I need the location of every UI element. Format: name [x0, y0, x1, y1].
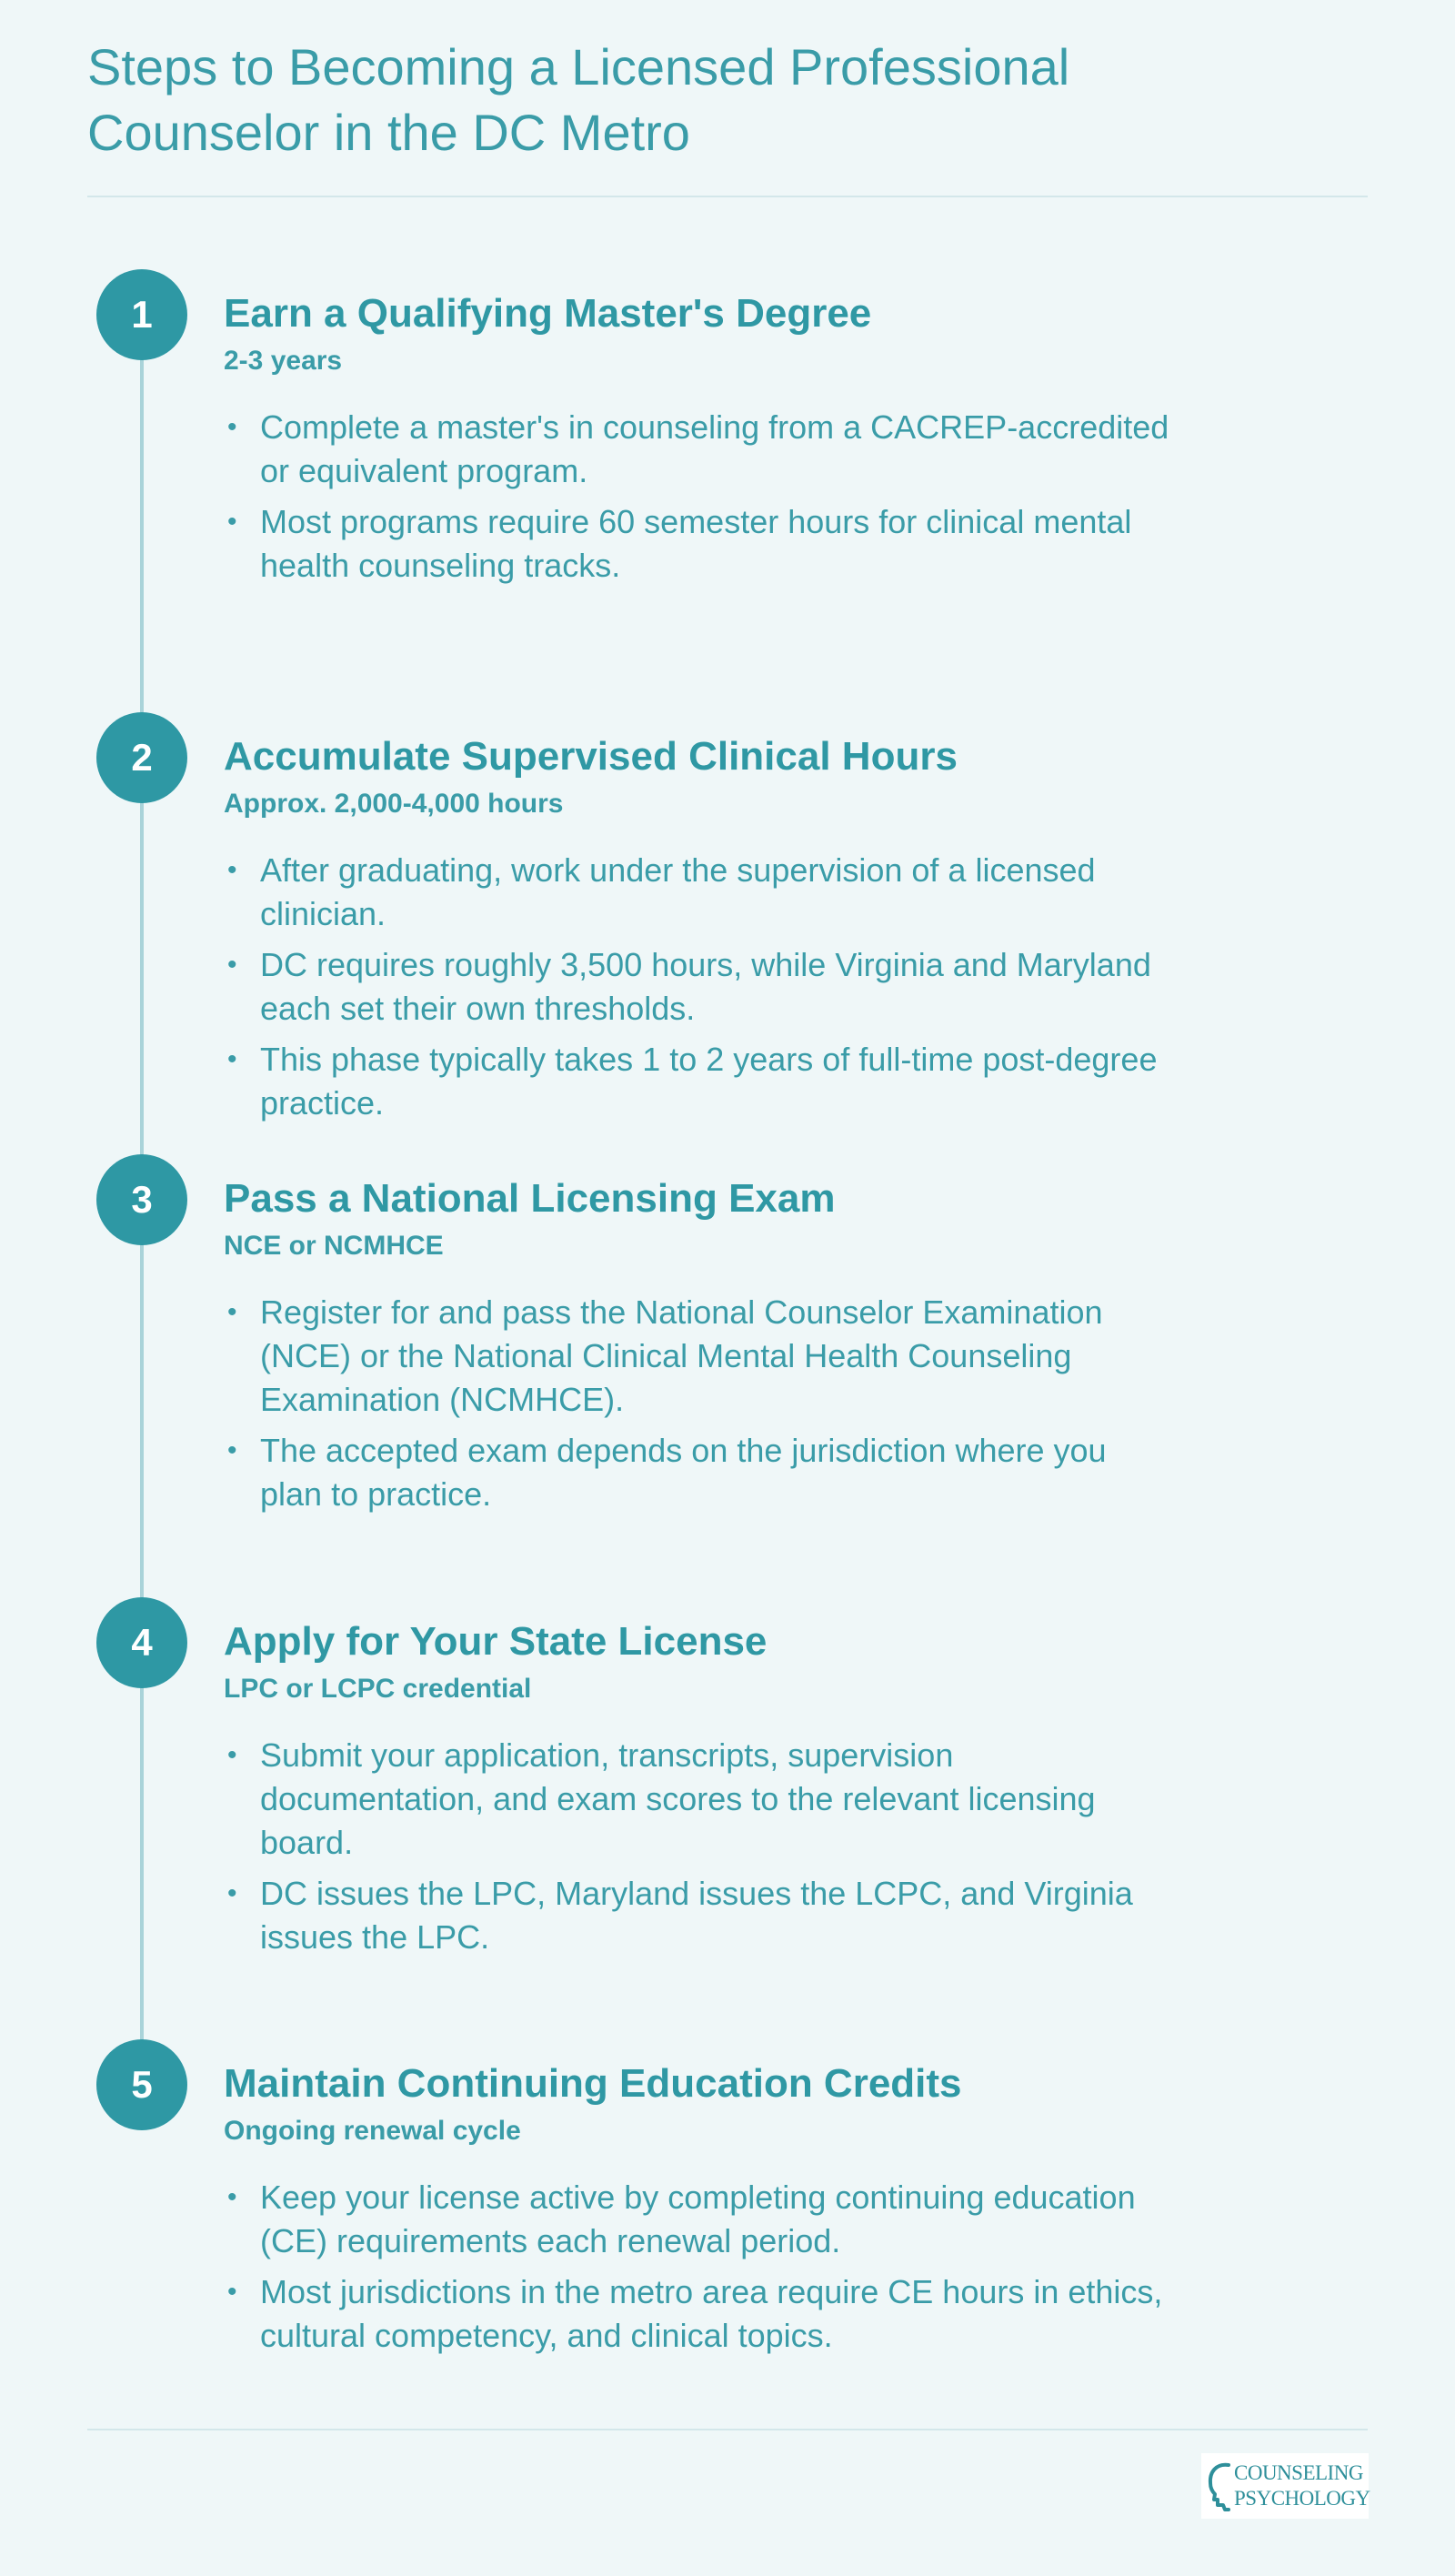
bullet-text: After graduating, work under the supervision of a licensed clinician.	[260, 851, 1096, 932]
bullet-dot-icon: •	[227, 1740, 237, 1770]
bullet-item	[224, 1038, 1169, 1125]
bullet-item	[224, 1429, 1169, 1516]
logo-line-1: COUNSELING	[1234, 2461, 1363, 2484]
bullet-item	[224, 849, 1169, 936]
bullet-item	[224, 943, 1169, 1031]
step-bullet-list	[224, 1734, 1169, 1959]
footer-divider	[87, 2429, 1368, 2430]
step-duration: 2-3 years	[224, 346, 343, 376]
bullet-text: Complete a master's in counseling from a CACREP-accredited or equivalent program.	[260, 408, 1169, 489]
bullet-text: This phase typically takes 1 to 2 years of full-time post-degree practice.	[260, 1041, 1158, 1122]
step-content	[224, 289, 1224, 595]
bullet-dot-icon: •	[227, 1044, 237, 1074]
bullet-dot-icon: •	[227, 507, 237, 537]
bullet-item	[224, 1734, 1169, 1865]
step-duration: LPC or LCPC credential	[224, 1674, 532, 1704]
step-title: Apply for Your State License	[224, 1619, 768, 1664]
head-silhouette-icon	[1207, 2460, 1232, 2512]
step-title: Earn a Qualifying Master's Degree	[224, 291, 872, 336]
step-title: Maintain Continuing Education Credits	[224, 2061, 962, 2106]
step-number-badge: 2	[96, 712, 187, 803]
step-duration: NCE or NCMHCE	[224, 1231, 444, 1261]
step-content	[224, 732, 1224, 1132]
step-number-badge: 1	[96, 269, 187, 360]
bullet-text: Submit your application, transcripts, supervision documentation, and exam scores to the relevant licensing board.	[260, 1736, 1096, 1861]
step-bullet-list	[224, 2176, 1169, 2358]
step-content	[224, 1174, 1224, 1524]
step-title: Accumulate Supervised Clinical Hours	[224, 734, 958, 779]
bullet-item	[224, 500, 1169, 588]
bullet-dot-icon: •	[227, 1435, 237, 1465]
counseling-psychology-logo	[1201, 2453, 1369, 2519]
bullet-dot-icon: •	[227, 855, 237, 885]
bullet-text: DC issues the LPC, Maryland issues the LCPC, and Virginia issues the LPC.	[260, 1875, 1133, 1956]
step-number-badge: 3	[96, 1154, 187, 1245]
bullet-item	[224, 1291, 1169, 1422]
bullet-text: DC requires roughly 3,500 hours, while Virginia and Maryland each set their own thresholds.	[260, 946, 1151, 1027]
step-number-badge: 5	[96, 2039, 187, 2130]
step-duration: Approx. 2,000-4,000 hours	[224, 789, 564, 819]
bullet-item	[224, 2176, 1169, 2263]
bullet-dot-icon: •	[227, 2182, 237, 2212]
logo-wordmark	[1234, 2460, 1370, 2511]
step-content	[224, 2059, 1224, 2365]
bullet-item	[224, 406, 1169, 493]
bullet-text: The accepted exam depends on the jurisdiction where you plan to practice.	[260, 1432, 1107, 1513]
bullet-item	[224, 2270, 1169, 2358]
bullet-text: Keep your license active by completing continuing education (CE) requirements each renewal period.	[260, 2179, 1136, 2259]
bullet-dot-icon: •	[227, 1297, 237, 1327]
step-bullet-list	[224, 406, 1169, 588]
step-bullet-list	[224, 1291, 1169, 1516]
bullet-item	[224, 1872, 1169, 1959]
bullet-dot-icon: •	[227, 2277, 237, 2307]
bullet-text: Most programs require 60 semester hours for clinical mental health counseling tracks.	[260, 503, 1132, 584]
header-divider	[87, 196, 1368, 197]
step-number-badge: 4	[96, 1597, 187, 1688]
step-title: Pass a National Licensing Exam	[224, 1176, 836, 1221]
step-bullet-list	[224, 849, 1169, 1125]
bullet-dot-icon: •	[227, 950, 237, 980]
logo-line-2: PSYCHOLOGY	[1234, 2487, 1370, 2510]
bullet-dot-icon: •	[227, 412, 237, 442]
bullet-dot-icon: •	[227, 1878, 237, 1908]
step-duration: Ongoing renewal cycle	[224, 2116, 521, 2146]
page-title: Steps to Becoming a Licensed Professional Counselor in the DC Metro	[87, 38, 1070, 161]
bullet-text: Most jurisdictions in the metro area require CE hours in ethics, cultural competency, and clinical topics.	[260, 2273, 1163, 2354]
bullet-text: Register for and pass the National Counselor Examination (NCE) or the National Clinical Mental Health Counseling Examination (NCMHCE).	[260, 1293, 1103, 1418]
step-content	[224, 1617, 1224, 1967]
